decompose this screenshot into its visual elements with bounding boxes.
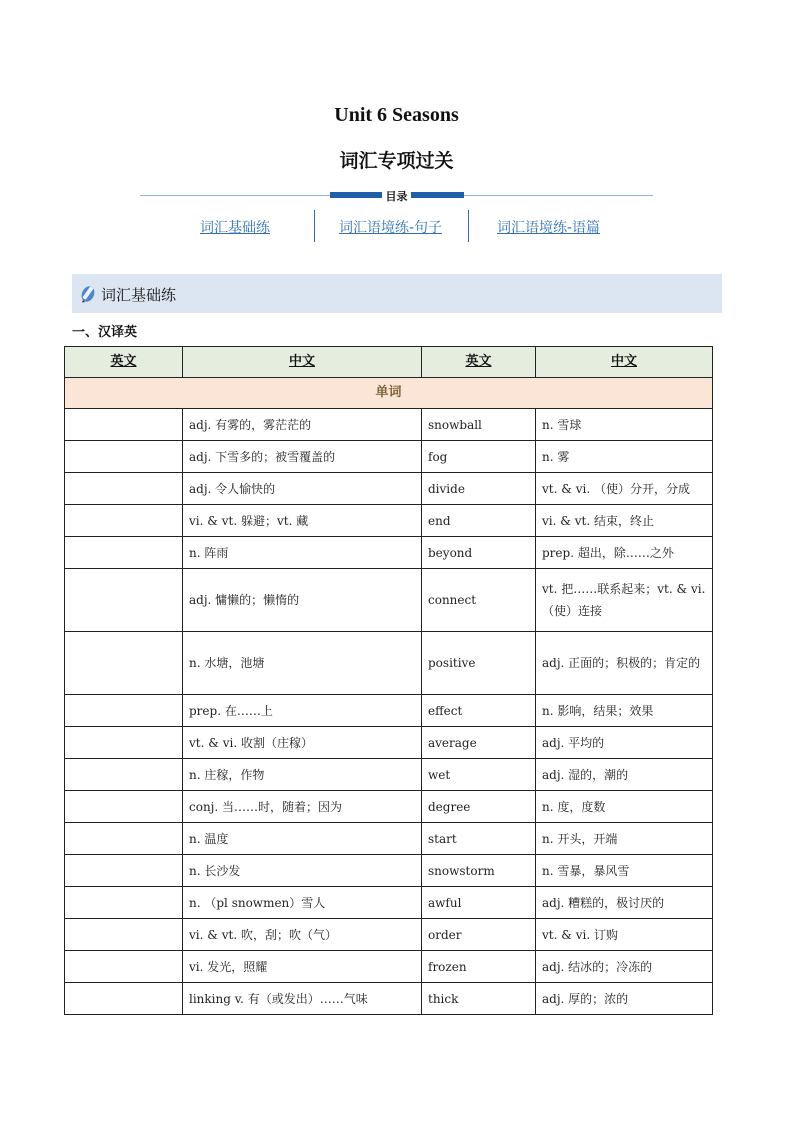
english-word-cell: wet: [422, 759, 536, 791]
table-row: [65, 791, 713, 823]
answer-chinese-cell: adj. 糟糕的，极讨厌的: [536, 887, 713, 919]
toc-bar-right: [411, 192, 464, 198]
answer-chinese-cell: vt. & vi. 订购: [536, 919, 713, 951]
table-row: [65, 759, 713, 791]
chinese-meaning-cell: n. 庄稼，作物: [183, 759, 422, 791]
answer-english-cell[interactable]: [65, 695, 183, 727]
answer-english-cell[interactable]: [65, 537, 183, 569]
answer-chinese-cell: vt. 把……联系起来；vt. & vi. （使）连接: [536, 569, 713, 632]
toc-link-passage[interactable]: 词汇语境练-语篇: [497, 220, 601, 236]
group-row: [65, 378, 713, 409]
answer-chinese-cell: n. 雾: [536, 441, 713, 473]
chinese-meaning-cell: n. 温度: [183, 823, 422, 855]
chinese-meaning-cell: linking v. 有（或发出）……气味: [183, 983, 422, 1015]
part-title: 一、汉译英: [72, 325, 138, 340]
chinese-meaning-cell: adj. 令人愉快的: [183, 473, 422, 505]
answer-chinese-cell: adj. 湿的，潮的: [536, 759, 713, 791]
vocab-table: [64, 346, 713, 1015]
table-row: [65, 695, 713, 727]
chinese-meaning-cell: vi. & vt. 躲避；vt. 藏: [183, 505, 422, 537]
section-title: 词汇基础练: [101, 286, 177, 304]
header-english-1: 英文: [65, 347, 183, 378]
chinese-meaning-cell: conj. 当……时，随着；因为: [183, 791, 422, 823]
toc-link-sentence[interactable]: 词汇语境练-句子: [339, 220, 443, 236]
answer-chinese-cell: n. 开头，开端: [536, 823, 713, 855]
toc-separator: [468, 210, 469, 242]
english-word-cell: fog: [422, 441, 536, 473]
chinese-meaning-cell: vi. & vt. 吹，刮；吹（气）: [183, 919, 422, 951]
english-word-cell: beyond: [422, 537, 536, 569]
answer-english-cell[interactable]: [65, 759, 183, 791]
english-word-cell: average: [422, 727, 536, 759]
section-header: [72, 274, 722, 313]
toc-link-basic[interactable]: 词汇基础练: [200, 220, 270, 236]
english-word-cell: degree: [422, 791, 536, 823]
answer-english-cell[interactable]: [65, 569, 183, 632]
english-word-cell: order: [422, 919, 536, 951]
toc-separator: [314, 210, 315, 242]
english-word-cell: end: [422, 505, 536, 537]
answer-chinese-cell: n. 雪球: [536, 409, 713, 441]
answer-chinese-cell: adj. 厚的；浓的: [536, 983, 713, 1015]
answer-english-cell[interactable]: [65, 855, 183, 887]
table-row: [65, 537, 713, 569]
group-label: 单词: [65, 378, 713, 409]
table-header-row: [65, 347, 713, 378]
table-row: [65, 409, 713, 441]
answer-english-cell[interactable]: [65, 473, 183, 505]
answer-chinese-cell: adj. 结冰的；冷冻的: [536, 951, 713, 983]
header-english-2: 英文: [422, 347, 536, 378]
table-row: [65, 887, 713, 919]
pencil-icon: [80, 283, 98, 303]
table-row: [65, 569, 713, 632]
chinese-meaning-cell: vt. & vi. 收割（庄稼）: [183, 727, 422, 759]
chinese-meaning-cell: n. 水塘，池塘: [183, 632, 422, 695]
toc-bar-left: [330, 192, 382, 198]
page-title: Unit 6 Seasons: [334, 104, 459, 126]
page-subtitle: 词汇专项过关: [339, 150, 454, 172]
chinese-meaning-cell: adj. 下雪多的；被雪覆盖的: [183, 441, 422, 473]
header-chinese-1: 中文: [183, 347, 422, 378]
answer-english-cell[interactable]: [65, 823, 183, 855]
table-row: [65, 441, 713, 473]
answer-english-cell[interactable]: [65, 505, 183, 537]
answer-english-cell[interactable]: [65, 951, 183, 983]
answer-english-cell[interactable]: [65, 632, 183, 695]
english-word-cell: snowstorm: [422, 855, 536, 887]
chinese-meaning-cell: n. 长沙发: [183, 855, 422, 887]
table-row: [65, 919, 713, 951]
answer-english-cell[interactable]: [65, 791, 183, 823]
table-row: [65, 823, 713, 855]
answer-chinese-cell: prep. 超出，除……之外: [536, 537, 713, 569]
chinese-meaning-cell: adj. 有雾的，雾茫茫的: [183, 409, 422, 441]
answer-english-cell[interactable]: [65, 409, 183, 441]
answer-chinese-cell: n. 影响，结果；效果: [536, 695, 713, 727]
answer-chinese-cell: vt. & vi. （使）分开，分成: [536, 473, 713, 505]
table-row: [65, 505, 713, 537]
table-row: [65, 632, 713, 695]
table-row: [65, 951, 713, 983]
answer-english-cell[interactable]: [65, 441, 183, 473]
answer-english-cell[interactable]: [65, 887, 183, 919]
toc-label: 目录: [382, 188, 411, 204]
chinese-meaning-cell: adj. 慵懒的；懒惰的: [183, 569, 422, 632]
english-word-cell: thick: [422, 983, 536, 1015]
answer-chinese-cell: vi. & vt. 结束，终止: [536, 505, 713, 537]
table-row: [65, 473, 713, 505]
answer-chinese-cell: n. 雪暴，暴风雪: [536, 855, 713, 887]
table-row: [65, 983, 713, 1015]
english-word-cell: positive: [422, 632, 536, 695]
english-word-cell: divide: [422, 473, 536, 505]
answer-chinese-cell: n. 度，度数: [536, 791, 713, 823]
answer-english-cell[interactable]: [65, 919, 183, 951]
english-word-cell: connect: [422, 569, 536, 632]
chinese-meaning-cell: n. 阵雨: [183, 537, 422, 569]
answer-english-cell[interactable]: [65, 983, 183, 1015]
chinese-meaning-cell: vi. 发光，照耀: [183, 951, 422, 983]
english-word-cell: effect: [422, 695, 536, 727]
answer-chinese-cell: adj. 正面的；积极的；肯定的: [536, 632, 713, 695]
table-row: [65, 855, 713, 887]
chinese-meaning-cell: n. （pl snowmen）雪人: [183, 887, 422, 919]
english-word-cell: awful: [422, 887, 536, 919]
header-chinese-2: 中文: [536, 347, 713, 378]
chinese-meaning-cell: prep. 在……上: [183, 695, 422, 727]
english-word-cell: start: [422, 823, 536, 855]
answer-english-cell[interactable]: [65, 727, 183, 759]
english-word-cell: frozen: [422, 951, 536, 983]
english-word-cell: snowball: [422, 409, 536, 441]
answer-chinese-cell: adj. 平均的: [536, 727, 713, 759]
table-row: [65, 727, 713, 759]
